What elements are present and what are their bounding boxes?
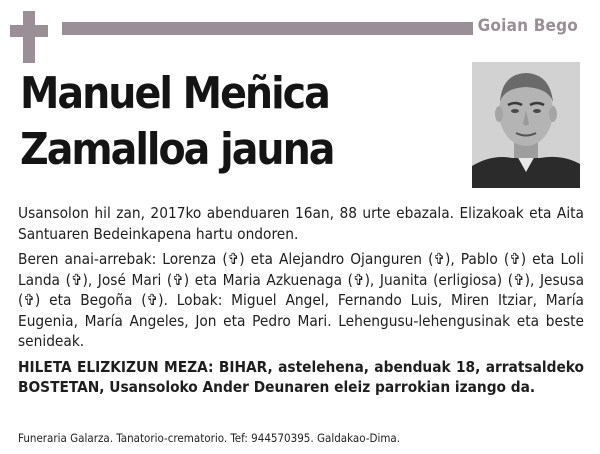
- section-label: Goian Bego: [477, 16, 578, 36]
- relatives-paragraph: Beren anai-arrebak: Lorenza (✞) eta Alejandro Ojanguren (✞), Pablo (✞) eta Loli Landa (✞), José Mari (✞) eta Maria Azkuenaga (✞), Juanita (erligiosa) (✞), Jesusa (✞) eta Begoña (✞). Lobak: Miguel Angel, Fernando Luis, Miren Itziar, María Eugenia, María Angeles, Jon eta Pedro Mari. Lehengusu-lehengusinak eta beste senideak.: [18, 250, 584, 350]
- header-bar: [62, 22, 473, 35]
- name-line-1: Manuel Meñica: [20, 68, 329, 119]
- funeral-home-footer: Funeraria Galarza. Tanatorio-crematorio. Tef: 944570395. Galdakao-Dima.: [18, 431, 401, 445]
- cross-icon: [10, 11, 48, 63]
- portrait-photo: [472, 62, 580, 188]
- deceased-name: [20, 66, 334, 178]
- obituary-body: [18, 203, 584, 403]
- funeral-mass-paragraph: HILETA ELIZKIZUN MEZA: BIHAR, astelehena, abenduak 18, arratsaldeko BOSTETAN, Usansoloko Ander Deunaren eleiz parrokian izango da.: [18, 357, 584, 396]
- death-notice-paragraph: Usansolon hil zan, 2017ko abenduaren 16an, 88 urte ebazala. Elizakoak eta Aita Santuaren Bedeinkapena hartu ondoren.: [18, 204, 584, 243]
- name-line-2: Zamalloa jauna: [20, 124, 334, 175]
